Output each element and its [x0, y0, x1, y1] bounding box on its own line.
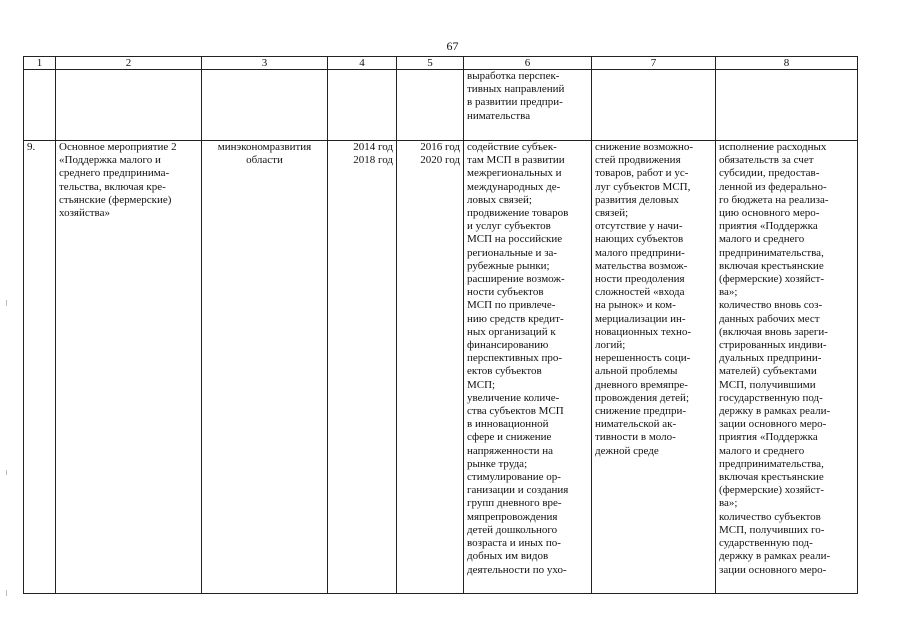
- start-year-cell: 2014 год 2018 год: [328, 141, 397, 594]
- column-number: 7: [592, 57, 716, 70]
- consequences-cell: снижение возможно- стей продвижения товаров, работ и ус- луг субъектов МСП, развития деловых связей; отсутствие у начи- нающих субъектов малого предприни- мательства возмож- ности преодоления сложностей «входа на рынок» и ком- мерциализации ин- новационных техно- логий; нерешенность соци- альной проблемы дневного времяпре- провождения детей; снижение предпри- нимательской ак- тивности в моло- дежной среде: [592, 141, 716, 594]
- measure-name-cell: Основное мероприятие 2 «Поддержка малого и среднего предпринима- тельства, включая кре- стьянские (фермерские) хозяйства»: [56, 141, 202, 594]
- expected-results-cell: выработка перспек- тивных направлений в развитии предпри- нимательства: [464, 70, 592, 141]
- column-number: 8: [716, 57, 858, 70]
- table-cell: [592, 70, 716, 141]
- table-cell: [24, 70, 56, 141]
- table-cell: [328, 70, 397, 141]
- column-number: 5: [397, 57, 464, 70]
- row-number-cell: 9.: [24, 141, 56, 594]
- column-number-row: [24, 57, 858, 70]
- table-row-continuation: [24, 70, 858, 141]
- table-cell: [716, 70, 858, 141]
- indicators-cell: исполнение расходных обязательств за счет субсидии, предостав- ленной из федерально- го бюджета на реализа- цию основного меро- приятия «Поддержка малого и среднего предпринимательства, включая крестьянские (фермерские) хозяйст- ва»; количество вновь соз- данных рабочих мест (включая вновь зареги- стрированных индиви- дуальных предприни- мателей) субъектами МСП, получившими государственную под- держку в рамках реали- зации основного меро- приятия «Поддержка малого и среднего предпринимательства, включая крестьянские (фермерские) хозяйст- ва»; количество субъектов МСП, получивших го- сударственную под- держку в рамках реали- зации основного меро-: [716, 141, 858, 594]
- column-number: 6: [464, 57, 592, 70]
- executor-cell: минэкономразвития области: [202, 141, 328, 594]
- table-row-9: [24, 141, 858, 594]
- scan-edge-mark: [6, 300, 7, 306]
- table-cell: [397, 70, 464, 141]
- measures-table: [23, 56, 858, 594]
- scan-edge-mark: [6, 590, 7, 596]
- scan-edge-mark: [6, 470, 7, 475]
- page-number: 67: [446, 39, 459, 53]
- column-number: 4: [328, 57, 397, 70]
- table-cell: [202, 70, 328, 141]
- table-cell: [56, 70, 202, 141]
- end-year-cell: 2016 год 2020 год: [397, 141, 464, 594]
- column-number: 2: [56, 57, 202, 70]
- column-number: 3: [202, 57, 328, 70]
- expected-results-cell: содействие субъек- там МСП в развитии межрегиональных и международных де- ловых связей; продвижение товаров и услуг субъектов МСП на российские региональные и за- рубежные рынки; расширение возмож- ности субъектов МСП по привлече- нию средств кредит- ных организаций к финансированию перспективных про- ектов субъектов МСП; увеличение количе- ства субъектов МСП в инновационной сфере и снижение напряженности на рынке труда; стимулирование ор- ганизации и создания групп дневного вре- мяпрепровождения детей дошкольного возраста и иных по- добных им видов деятельности по ухо-: [464, 141, 592, 594]
- column-number: 1: [24, 57, 56, 70]
